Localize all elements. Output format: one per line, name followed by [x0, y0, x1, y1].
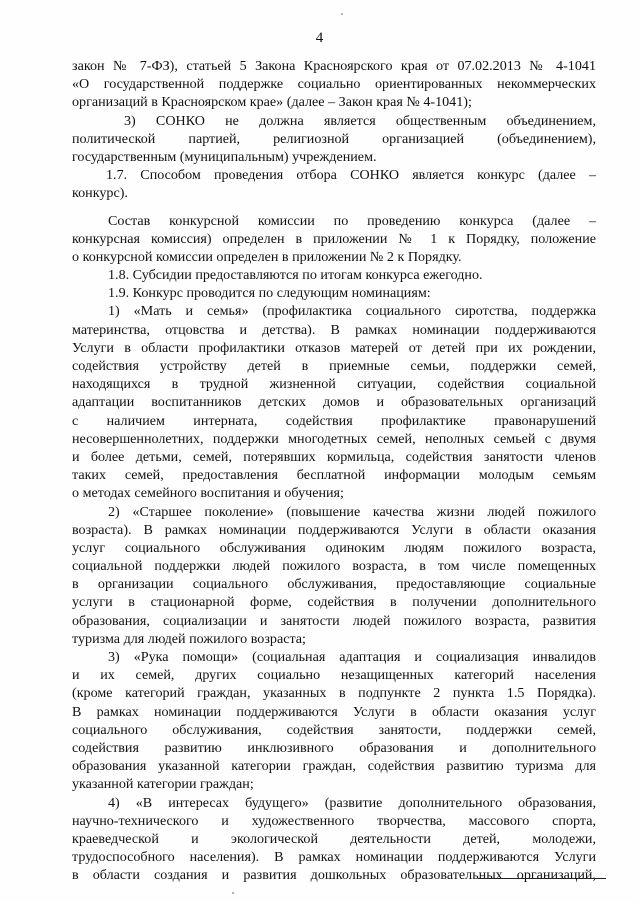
- text-line: государственным (муниципальным) учреждением.: [72, 148, 377, 165]
- text-line: с наличием интерната, содействия профилактике правонарушений: [72, 412, 596, 429]
- text-line: краеведческой и экологической деятельности детей, молодежи,: [72, 830, 596, 847]
- text-line: 4) «В интересах будущего» (развитие дополнительного образования,: [108, 794, 596, 811]
- text-line: закон № 7-ФЗ), статьей 5 Закона Красноярского края от 07.02.2013 № 4-1041: [72, 58, 596, 74]
- text-line: услуги в стационарной форме, содействия в получении дополнительного: [72, 594, 596, 611]
- text-line: конкурсная комиссия) определен в приложении № 1 к Порядку, положение: [72, 230, 596, 247]
- text-line: 1) «Мать и семья» (профилактика социального сиротства, поддержка: [108, 303, 596, 320]
- text-line: Состав конкурсной комиссии по проведению конкурса (далее –: [108, 212, 596, 229]
- text-line: услуг социального обслуживания одиноким людям пожилого возраста,: [72, 539, 596, 556]
- footer-rule: [478, 878, 606, 879]
- text-line: возраста). В рамках номинации поддерживаются Услуги в области оказания: [72, 521, 596, 538]
- text-line: о методах семейного воспитания и обучения;: [72, 485, 344, 502]
- text-line: 1.8. Субсидии предоставляются по итогам конкурса ежегодно.: [108, 267, 483, 284]
- paragraph-gap: [72, 203, 596, 212]
- text-line: образования указанной категории граждан, содействия развитию туризма для: [72, 758, 596, 775]
- scan-speck: [341, 13, 343, 15]
- text-line: находящихся в трудной жизненной ситуации, содействия социальной: [72, 376, 596, 393]
- text-line: о конкурсной комиссии определен в приложении № 2 к Порядку.: [72, 248, 462, 265]
- body-text: [72, 57, 596, 884]
- text-line: в организации социального обслуживания, предоставляющие социальные: [72, 576, 596, 593]
- text-line: образования, социализации и занятости людей пожилого возраста, развития: [72, 612, 596, 629]
- text-line: и более детьми, семей, потерявших кормильца, содействия занятости членов: [72, 448, 596, 465]
- text-line: социальной поддержки людей пожилого возраста, в том числе помещенных: [72, 558, 596, 575]
- text-line: содействия устройству детей в приемные семьи, поддержки семей,: [72, 358, 596, 374]
- text-line: социального обслуживания, содействия занятости, поддержки семей,: [72, 721, 596, 738]
- text-line: трудоспособного населения). В рамках номинации поддерживаются Услуги: [72, 849, 596, 866]
- text-line: адаптации воспитанников детских домов и образовательных организаций: [72, 394, 596, 411]
- scan-speck: [232, 892, 234, 894]
- text-line: несовершеннолетних, поддержки многодетных семей, неполных семьей с двумя: [72, 430, 596, 447]
- text-line: 2) «Старшее поколение» (повышение качества жизни людей пожилого: [108, 503, 596, 520]
- text-line: указанной категории граждан;: [72, 776, 254, 793]
- text-line: организаций в Красноярском крае» (далее – Закон края № 4-1041);: [72, 94, 472, 111]
- text-line: конкурс).: [72, 185, 128, 202]
- text-line: В рамках номинации поддерживаются Услуги в области оказания услуг: [72, 703, 596, 720]
- text-line: Услуги в области профилактики отказов матерей от детей при их рождении,: [72, 339, 596, 356]
- text-line: и их семей, других социально незащищенных категорий населения: [72, 667, 596, 684]
- text-line: содействия развитию инклюзивного образования и дополнительного: [72, 739, 596, 756]
- text-line: 1.9. Конкурс проводится по следующим номинациям:: [108, 285, 431, 302]
- text-line: таких семей, предоставления бесплатной информации молодым семьям: [72, 467, 596, 484]
- text-line: 3) «Рука помощи» (социальная адаптация и социализация инвалидов: [108, 649, 596, 665]
- page-number: 4: [315, 30, 324, 46]
- text-line: в области создания и развития дошкольных образовательных организаций,: [72, 867, 596, 884]
- text-line: 3) СОНКО не должна является общественным объединением,: [124, 112, 596, 129]
- text-line: материнства, отцовства и детства). В рамках номинации поддерживаются: [72, 321, 596, 338]
- text-line: туризма для людей пожилого возраста;: [72, 630, 306, 647]
- text-line: «О государственной поддержке социально ориентированных некоммерческих: [72, 76, 596, 93]
- text-line: научно-технического и художественного творчества, массового спорта,: [72, 812, 596, 829]
- text-line: 1.7. Способом проведения отбора СОНКО является конкурс (далее –: [106, 167, 596, 184]
- text-line: политической партией, религиозной организацией (объединением),: [72, 130, 596, 147]
- text-line: (кроме категорий граждан, указанных в подпункте 2 пункта 1.5 Порядка).: [72, 685, 596, 702]
